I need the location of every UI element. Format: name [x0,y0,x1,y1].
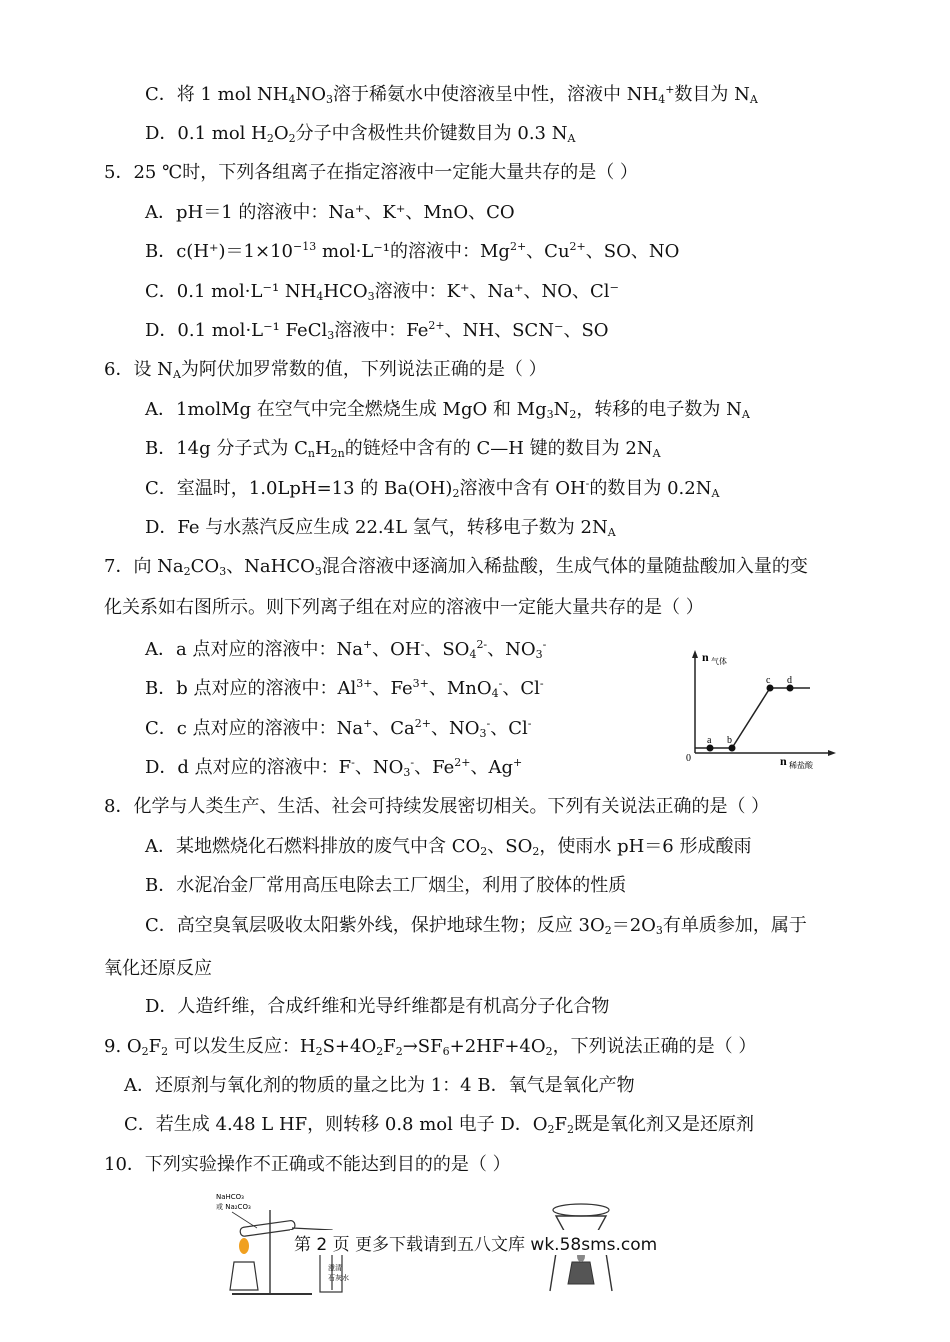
label-nahco3: NaHCO₃ [216,1193,244,1201]
q5-option-c: C．0.1 mol·L⁻¹ $NH_4HCO_3$溶液中：K⁺、Na⁺、NO、Cl⁻ [145,281,620,303]
q9-stem: 9. $O_2F_2$ 可以发生反应：$H_2S+4O_2F_2\to SF_6+2HF+4O_2$，下列说法正确的是（ ） [104,1036,757,1058]
q5-stem: 5．25 ℃时，下列各组离子在指定溶液中一定能大量共存的是（ ） [104,162,638,183]
point-a-label: a [707,735,712,746]
dish-rim [553,1204,609,1216]
q4-option-d: D．0.1 mol $H_2O_2$分子中含极性共价键数目为 0.3 $N_A$ [145,123,576,145]
q10-stem: 10．下列实验操作不正确或不能达到目的的是（ ） [104,1154,511,1175]
q6-option-c: C．室温时，1.0LpH=13 的 $Ba(OH)_2$溶液中含有 OH-的数目为 $0.2N_A$ [145,477,720,500]
q7-gas-volume-graph [680,645,850,775]
alcohol-lamp [230,1262,258,1290]
q8-option-c-cont: 氧化还原反应 [104,958,212,979]
x-axis-arrow [828,750,836,756]
segment-bc [732,688,770,748]
q4-option-c: C．将 1 mol $NH_4NO_3$溶于稀氨水中使溶液呈中性，溶液中 $NH_4^+$数目为 $N_A$ [145,83,758,106]
q8-stem: 8．化学与人类生产、生活、社会可持续发展密切相关。下列有关说法正确的是（ ） [104,796,770,817]
page-footer: 第 2 页 更多下载请到五八文库 wk.58sms.com [290,1230,661,1255]
burner [568,1262,594,1284]
label-limewater-1: 澄清 [328,1264,342,1272]
q6-option-b: B．14g 分子式为 $C_nH_{2n}$的链烃中含有的 C—H 键的数目为 $2N_A$ [145,438,661,460]
q8-option-c: C．高空臭氧层吸收太阳紫外线，保护地球生物；反应 $3O_2=2O_3$有单质参加，属于 [145,915,807,937]
q7-option-d: D．d 点对应的溶液中：F-、$NO_3^-$、$Fe^{2+}$、Ag+ [145,756,523,779]
x-axis-sub: 稀盐酸 [789,761,813,770]
label-limewater-2: 石灰水 [328,1274,349,1282]
q5-option-b: B．$c(H^+)=1\times 10^{-13}$ mol·L⁻¹的溶液中：$Mg^{2+}$、$Cu^{2+}$、SO、NO [145,240,680,262]
q6-option-a: A．1molMg 在空气中完全燃烧生成 MgO 和 $Mg_3N_2$，转移的电子数为 $N_A$ [145,399,750,421]
q7-stem-line2: 化关系如右图所示。则下列离子组在对应的溶液中一定能大量共存的是（ ） [104,597,704,618]
q6-stem: 6．设 $N_A$为阿伏加罗常数的值，下列说法正确的是（ ） [104,359,547,381]
x-axis-label: n [780,754,787,768]
q9-options-ab: A．还原剂与氧化剂的物质的量之比为 1：4 B．氧气是氧化产物 [124,1075,635,1096]
q7-option-a: A．a 点对应的溶液中：Na+、OH-、$SO_4^{2-}$、$NO_3^-$ [145,638,547,661]
label-na2co3: 或 Na₂CO₃ [216,1203,251,1211]
point-d-label: d [787,675,792,686]
point-b-label: b [727,735,732,746]
q9-options-cd: C．若生成 4.48 L HF，则转移 0.8 mol 电子 D．$O_2F_2$既是氧化剂又是还原剂 [124,1114,755,1136]
point-c-label: c [766,675,771,686]
y-axis-label: n [702,650,709,664]
origin-label: 0 [686,753,691,764]
q8-option-b: B．水泥冶金厂常用高压电除去工厂烟尘，利用了胶体的性质 [145,875,627,896]
q7-option-c: C．c 点对应的溶液中：Na+、$Ca^{2+}$、$NO_3^-$、Cl- [145,717,532,740]
q5-option-a: A．pH＝1 的溶液中：Na⁺、K⁺、MnO、CO [145,202,515,223]
y-axis-sub: 气体 [711,657,727,666]
flame [239,1238,249,1254]
q8-option-d: D．人造纤维，合成纤维和光导纤维都是有机高分子化合物 [145,996,610,1017]
q7-stem-line1: 7．向 $Na_2CO_3$、NaHCO$_3$混合溶液中逐滴加入稀盐酸，生成气体的量随盐酸加入量的变 [104,556,808,578]
y-axis-arrow [692,650,698,658]
q6-option-d: D．Fe 与水蒸汽反应生成 22.4L 氢气，转移电子数为 $2N_A$ [145,517,616,539]
q7-option-b: B．b 点对应的溶液中：$Al^{3+}$、$Fe^{3+}$、MnO$_4$-、Cl- [145,677,544,700]
q5-option-d: D．0.1 mol·L⁻¹ FeCl$_3$溶液中：$Fe^{2+}$、NH、SCN⁻、SO [145,319,609,342]
beaker [320,1252,342,1292]
q8-option-a: A．某地燃烧化石燃料排放的废气中含 $CO_2$、$SO_2$，使雨水 pH＝6 形成酸雨 [145,836,752,858]
